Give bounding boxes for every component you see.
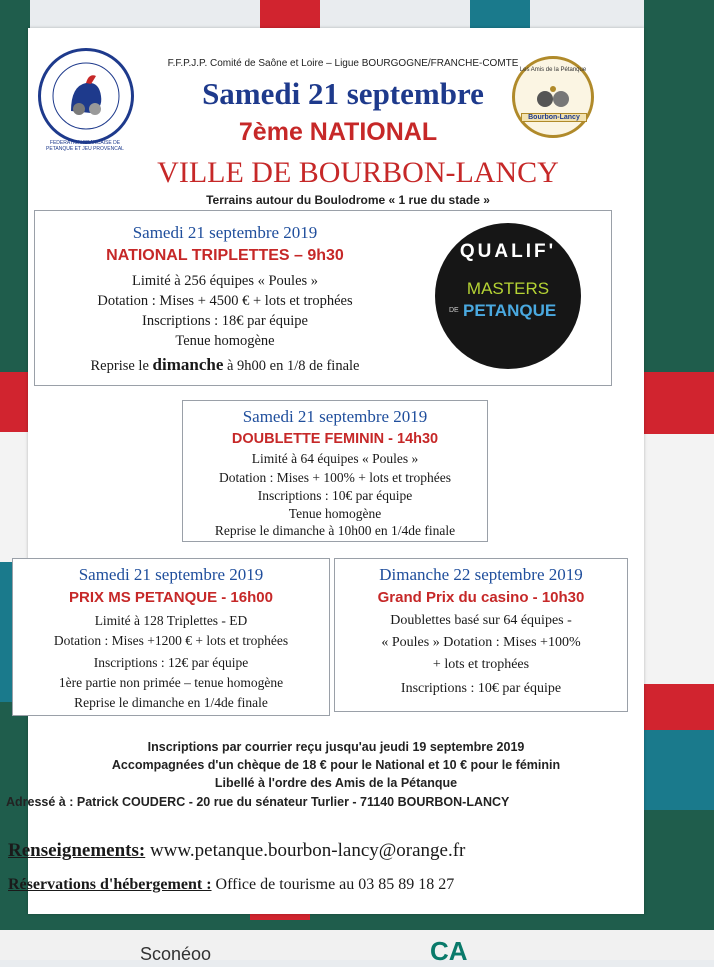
event-line: « Poules » Dotation : Mises +100% <box>381 635 581 650</box>
qualif-label: QUALIF' <box>459 241 557 262</box>
contact-email[interactable]: www.petanque.bourbon-lancy@orange.fr <box>145 840 466 861</box>
background-stripe-red-right <box>644 372 714 434</box>
background-stripe-white-right <box>644 434 714 684</box>
lodging-value: Office de tourisme au 03 85 89 18 27 <box>211 876 455 893</box>
contact-info-label: Renseignements: <box>8 840 146 861</box>
registration-address: Adressé à : Patrick COUDERC - 20 rue du sénateur Turlier - 71140 BOURBON-LANCY <box>6 795 510 809</box>
event-title: NATIONAL TRIPLETTES – 9h30 <box>106 247 344 264</box>
footer-fragment-right: CA <box>430 936 468 966</box>
event-box-grand-prix <box>334 558 628 712</box>
event-line: Tenue homogène <box>175 333 275 349</box>
registration-line-1: Inscriptions par courrier reçu jusqu'au jeudi 19 septembre 2019 <box>147 740 525 754</box>
event-box-prix-ms <box>12 558 330 716</box>
event-line: Dotation : Mises + 100% + lots et trophées <box>219 470 451 485</box>
background-stripe-red-top <box>260 0 320 28</box>
event-line: Inscriptions : 10€ par équipe <box>400 681 562 696</box>
event-line: Limité à 64 équipes « Poules » <box>251 451 419 466</box>
event-line: Inscriptions : 10€ par équipe <box>257 488 413 503</box>
event-line: Inscriptions : 12€ par équipe <box>93 655 249 670</box>
registration-line-2: Accompagnées d'un chèque de 18 € pour le National et 10 € pour le féminin <box>111 758 561 772</box>
petanque-label: PETANQUE <box>463 301 557 320</box>
reprise-bold: dimanche <box>152 355 224 374</box>
table-surface <box>0 930 714 960</box>
event-box-doublette-feminin <box>182 400 488 542</box>
qualif-masters-badge <box>435 223 581 369</box>
event-box-national <box>34 210 612 386</box>
background-stripe-white-left <box>0 432 30 562</box>
contact-lodging-line <box>8 876 454 894</box>
city-title: VILLE DE BOURBON-LANCY <box>157 156 559 189</box>
background-stripe-teal-right <box>644 730 714 810</box>
reprise-suffix: à 9h00 en 1/8 de finale <box>223 358 360 374</box>
registration-line-3: Libellé à l'ordre des Amis de la Pétanque <box>214 776 458 790</box>
event-line: Dotation : Mises + 4500 € + lots et trophées <box>97 293 353 309</box>
club-logo-top-text: Les Amis de la Pétanque <box>519 67 587 73</box>
reprise-prefix: Reprise le <box>90 358 153 374</box>
club-logo-bottom-text: Bourbon-Lancy <box>521 113 587 122</box>
federation-logo-text: FEDERATION FRANCAISE DE PETANQUE ET JEU PROVENCAL <box>46 140 124 152</box>
event-line: Reprise le dimanche à 10h00 en 1/4de finale <box>214 523 456 538</box>
event-line: Dotation : Mises +1200 € + lots et trophées <box>53 633 289 648</box>
event-date: Dimanche 22 septembre 2019 <box>379 565 583 584</box>
event-line: + lots et trophées <box>432 657 530 672</box>
event-line: Limité à 128 Triplettes - ED <box>94 613 248 628</box>
event-title: PRIX MS PETANQUE - 16h00 <box>69 589 273 606</box>
event-line: Tenue homogène <box>288 506 382 521</box>
background-stripe-teal-top <box>470 0 530 28</box>
rooster-icon <box>41 51 131 141</box>
event-rank: 7ème NATIONAL <box>238 118 438 146</box>
event-line: Inscriptions : 18€ par équipe <box>142 313 308 329</box>
event-line: Reprise le dimanche en 1/4de finale <box>74 695 268 710</box>
footer-fragment-left: Sconéoo <box>140 944 212 964</box>
event-line: Limité à 256 équipes « Poules » <box>131 273 319 289</box>
federation-line: F.F.P.J.P. Comité de Saône et Loire – Ligue BOURGOGNE/FRANCHE-COMTE <box>167 58 519 69</box>
event-title: Grand Prix du casino - 10h30 <box>377 589 585 606</box>
poster <box>6 28 644 914</box>
contact-info-line <box>8 840 465 862</box>
background-stripe-red-left <box>0 372 30 432</box>
background-stripe-red-right-2 <box>644 684 714 730</box>
event-reprise <box>35 355 415 375</box>
event-date: Samedi 21 septembre 2019 <box>242 407 428 426</box>
event-title: DOUBLETTE FEMININ - 14h30 <box>231 431 439 447</box>
venue-line: Terrains autour du Boulodrome « 1 rue du stade » <box>206 193 490 207</box>
lodging-label: Réservations d'hébergement : <box>8 876 212 893</box>
masters-label: MASTERS <box>466 279 550 298</box>
event-date: Samedi 21 septembre 2019 <box>132 223 318 242</box>
event-date: Samedi 21 septembre 2019 <box>78 565 264 584</box>
background-stripe-bottom <box>0 914 714 930</box>
main-date: Samedi 21 septembre <box>202 76 484 111</box>
event-line: Doublettes basé sur 64 équipes - <box>390 613 572 628</box>
de-label: DE <box>449 307 459 314</box>
event-line: 1ère partie non primée – tenue homogène <box>58 675 284 690</box>
federation-logo <box>38 48 134 144</box>
